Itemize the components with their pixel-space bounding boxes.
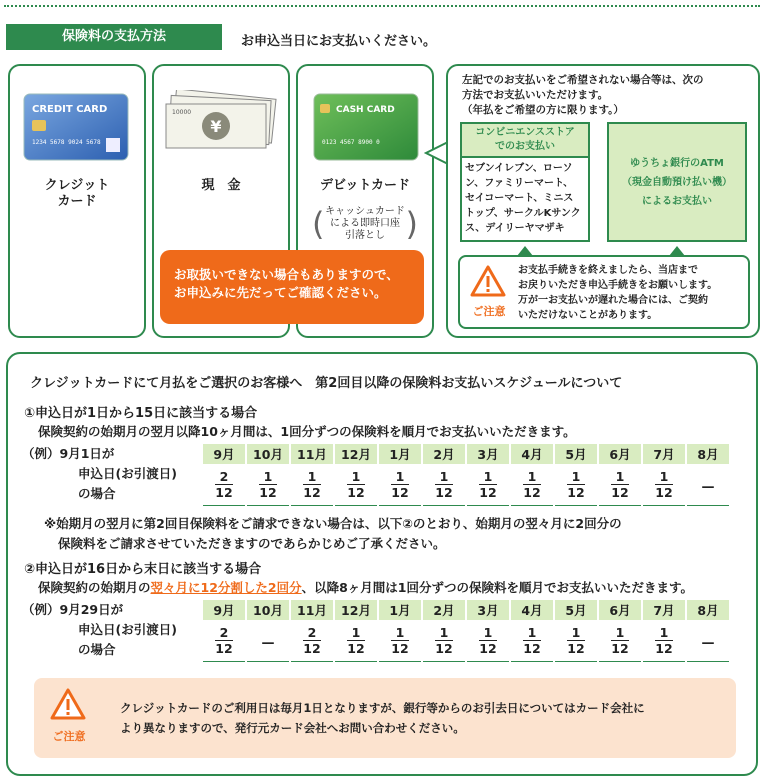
section-2-line [38,578,693,596]
payment-cell [642,621,686,661]
no-payment-dash: — [701,479,715,495]
cash-card-number: 0123 4567 8900 0 [322,139,380,146]
month-header: 12月 [334,599,378,621]
payment-fraction [391,469,408,500]
fraction-numerator: 1 [479,469,496,485]
fraction-denominator: 12 [391,485,409,501]
month-header: 4月 [510,443,554,465]
fraction-denominator: 12 [435,485,453,501]
no-payment-dash: — [701,635,715,651]
payment-cell [422,465,466,505]
payment-cell [334,465,378,505]
schedule-box [6,352,758,776]
month-header: 8月 [686,599,730,621]
payment-cell [246,465,290,505]
payment-cell [554,465,598,505]
fraction-denominator: 12 [303,641,321,657]
fraction-numerator: 1 [435,625,452,641]
fraction-denominator: 12 [215,485,233,501]
payment-fraction [215,625,232,656]
sec2-line-b: 、以降8ヶ月間は1回分ずつの保険料を順月でお支払いいただきます。 [301,580,694,595]
ex2-line-3: の場合 [78,642,116,657]
fraction-denominator: 12 [611,641,629,657]
cash-card-image [312,92,422,164]
fraction-numerator: 1 [611,625,628,641]
fraction-denominator: 12 [523,641,541,657]
payment-cell [378,621,422,661]
month-header: 10月 [246,443,290,465]
alt-intro [462,73,750,118]
alt-intro-line-1: 左記でのお支払いをご希望されない場合等は、次の [462,74,704,86]
example-1-label [22,444,177,504]
fraction-denominator: 12 [391,641,409,657]
month-header: 10月 [246,599,290,621]
payment-cell [554,621,598,661]
payment-fraction [523,469,540,500]
ex1-line-1: （例）9月1日が [22,446,115,461]
payment-fraction [611,625,628,656]
payment-cell [290,465,334,505]
credit-card-box [8,64,146,338]
fraction-denominator: 12 [567,641,585,657]
fraction-numerator: 1 [259,469,276,485]
payment-cell [246,621,290,661]
fraction-numerator: 1 [655,469,672,485]
credit-card-title-2: カード [57,194,97,209]
orange-notice [160,250,424,324]
month-header: 2月 [422,443,466,465]
payment-fraction [435,625,452,656]
month-header: 4月 [510,599,554,621]
fraction-numerator: 1 [303,469,320,485]
payment-fraction [479,625,496,656]
section-2-title: ②申込日が16日から末日に該当する場合 [24,562,262,577]
month-header: 1月 [378,443,422,465]
notice-line-2: お戻りいただき申込手続きをお願いします。 [518,280,718,291]
month-header: 6月 [598,599,642,621]
fraction-numerator: 1 [435,469,452,485]
fraction-denominator: 12 [655,485,673,501]
month-header: 5月 [554,599,598,621]
atm-line-1: ゆうちょ銀行のATM [630,158,724,169]
conv-line-2: ン、ファミリーマート、 [465,178,574,189]
conv-line-3: セイコーマート、ミニス [465,193,574,204]
yen-symbol: ¥ [210,117,222,136]
bottom-notice [34,678,736,758]
section-tab: 保険料の支払方法 [6,24,222,50]
ex2-line-2: 申込日(お引渡日) [78,622,177,637]
alt-intro-line-3: （年払をご希望の方に限ります。） [462,104,624,116]
fraction-denominator: 12 [523,485,541,501]
top-divider [4,5,760,7]
atm-line-2: （現金自動預け払い機） [622,177,732,188]
fraction-numerator: 2 [215,625,232,641]
debit-card-title: デビットカード [319,178,411,193]
payment-cell [686,621,730,661]
orange-notice-line-1: お取扱いできない場合もありますので、 [174,267,399,282]
conv-line-1: セブンイレブン、ローソ [465,163,573,174]
payment-fraction [567,625,584,656]
payment-fraction [347,625,364,656]
alt-intro-line-2: 方法でお支払いいただけます。 [462,89,609,101]
month-header: 6月 [598,443,642,465]
header-text: お申込当日にお支払いください。 [241,34,437,49]
credit-card-image [22,92,132,164]
payment-cell [466,621,510,661]
payment-cell [334,621,378,661]
bottom-notice-text [120,698,645,738]
payment-notice-text [518,263,744,323]
payment-fraction [523,625,540,656]
payment-cell [202,621,246,661]
atm-line-3: によるお支払い [642,196,712,207]
note-line-2: 保険料をご請求させていただきますのであらかじめご了承ください。 [58,536,446,551]
ex2-line-1: （例）9月29日が [22,602,124,617]
month-header: 11月 [290,443,334,465]
payment-cell [598,621,642,661]
month-header: 9月 [202,443,246,465]
debit-sub-line-2: による即時口座 [330,218,400,229]
notice-line-3: 万が一お支払いが遅れた場合には、ご契約 [518,295,708,306]
fraction-denominator: 12 [567,485,585,501]
payment-fraction [215,469,232,500]
caution-label: ご注意 [52,730,86,743]
credit-card-number: 1234 5678 9024 5678 [32,139,101,146]
fraction-denominator: 12 [259,485,277,501]
ex1-line-3: の場合 [78,486,116,501]
payment-cell [378,465,422,505]
month-header: 12月 [334,443,378,465]
payment-fraction [259,469,276,500]
fraction-numerator: 1 [567,625,584,641]
notice-line-1: お支払手続きを終えましたら、当店まで [518,265,698,276]
sec2-line-highlight: 翌々月に12分割した2回分 [150,580,302,595]
fraction-denominator: 12 [303,485,321,501]
payment-cell [290,621,334,661]
cash-image [164,90,282,156]
month-header: 3月 [466,599,510,621]
credit-card-title-1: クレジット [44,178,110,193]
payment-fraction [479,469,496,500]
payment-cell [466,465,510,505]
debit-sub-line-3: 引落とし [345,230,385,241]
no-payment-dash: — [261,635,275,651]
month-header: 9月 [202,599,246,621]
payment-cell [642,465,686,505]
month-header: 3月 [466,443,510,465]
fraction-denominator: 12 [215,641,233,657]
fraction-numerator: 1 [655,625,672,641]
fraction-numerator: 1 [347,469,364,485]
section-1-title: ①申込日が1日から15日に該当する場合 [24,406,258,421]
month-header: 8月 [686,443,730,465]
notice-line-4: いただけないことがあります。 [518,310,658,321]
ex1-line-2: 申込日(お引渡日) [78,466,177,481]
example-2-label [22,600,177,660]
schedule-title: クレジットカードにて月払をご選択のお客様へ 第2回目以降の保険料お支払いスケジュールについて [30,376,623,391]
schedule-table-1 [201,442,731,506]
fraction-numerator: 1 [391,469,408,485]
fraction-numerator: 1 [567,469,584,485]
payment-fraction [655,625,672,656]
month-header: 7月 [642,599,686,621]
fraction-numerator: 1 [479,625,496,641]
schedule-table-2 [201,598,731,662]
fraction-denominator: 12 [479,485,497,501]
debit-sub-line-1: キャッシュカード [325,206,405,217]
payment-fraction [435,469,452,500]
payment-fraction [655,469,672,500]
payment-fraction [347,469,364,500]
cash-card-text: CASH CARD [336,105,395,115]
fraction-numerator: 1 [391,625,408,641]
payment-fraction [303,625,320,656]
month-header: 11月 [290,599,334,621]
fraction-numerator: 1 [347,625,364,641]
fraction-numerator: 2 [215,469,232,485]
month-header: 7月 [642,443,686,465]
fraction-denominator: 12 [347,485,365,501]
bottom-line-1: クレジットカードのご利用日は毎月1日となりますが、銀行等からのお引去日についてはカード会社に [120,701,645,715]
conv-head-line-1: コンビニエンスストア [475,127,575,138]
payment-cell [510,465,554,505]
convenience-store-list [462,158,588,239]
conv-line-4: トップ、サークルKサンク [465,208,581,219]
cash-title: 現 金 [201,178,241,193]
fraction-denominator: 12 [655,641,673,657]
payment-cell [686,465,730,505]
credit-card-text: CREDIT CARD [32,104,108,115]
convenience-store-box [460,122,590,242]
orange-notice-line-2: お申込みに先だってご確認ください。 [174,285,387,300]
fraction-denominator: 12 [347,641,365,657]
fraction-numerator: 1 [523,625,540,641]
fraction-denominator: 12 [611,485,629,501]
conv-line-5: ス、デイリーヤマザキ [465,223,565,234]
month-header: 5月 [554,443,598,465]
bill-number: 10000 [172,109,192,116]
fraction-denominator: 12 [479,641,497,657]
payment-fraction [391,625,408,656]
payment-notice-box [458,255,750,329]
atm-box [607,122,747,242]
note-line-1: ※始期月の翌月に第2回目保険料をご請求できない場合は、以下②のとおり、始期月の翌々月に2回分の [44,516,622,531]
caution-icon [50,688,86,720]
debit-subtext: ( ) キャッシュカード による即時口座 引落とし [312,205,418,243]
month-header: 1月 [378,599,422,621]
bottom-line-2: より異なりますので、発行元カード会社へお問い合わせください。 [120,721,465,735]
caution-label: ご注意 [472,305,506,318]
conv-head-line-2: でのお支払い [495,141,555,152]
month-header: 2月 [422,599,466,621]
fraction-denominator: 12 [435,641,453,657]
sec2-line-a: 保険契約の始期月の [38,580,151,595]
alternative-payment-panel [446,64,760,338]
fraction-numerator: 1 [523,469,540,485]
payment-cell [510,621,554,661]
convenience-store-header [462,124,588,158]
payment-cell [422,621,466,661]
payment-fraction [567,469,584,500]
section-1-line: 保険契約の始期月の翌月以降10ヶ月間は、1回分ずつの保険料を順月でお支払いいただきます。 [38,424,576,439]
fraction-numerator: 1 [611,469,628,485]
payment-cell [598,465,642,505]
payment-cell [202,465,246,505]
payment-fraction [303,469,320,500]
payment-fraction [611,469,628,500]
fraction-numerator: 2 [303,625,320,641]
caution-icon [470,265,506,297]
